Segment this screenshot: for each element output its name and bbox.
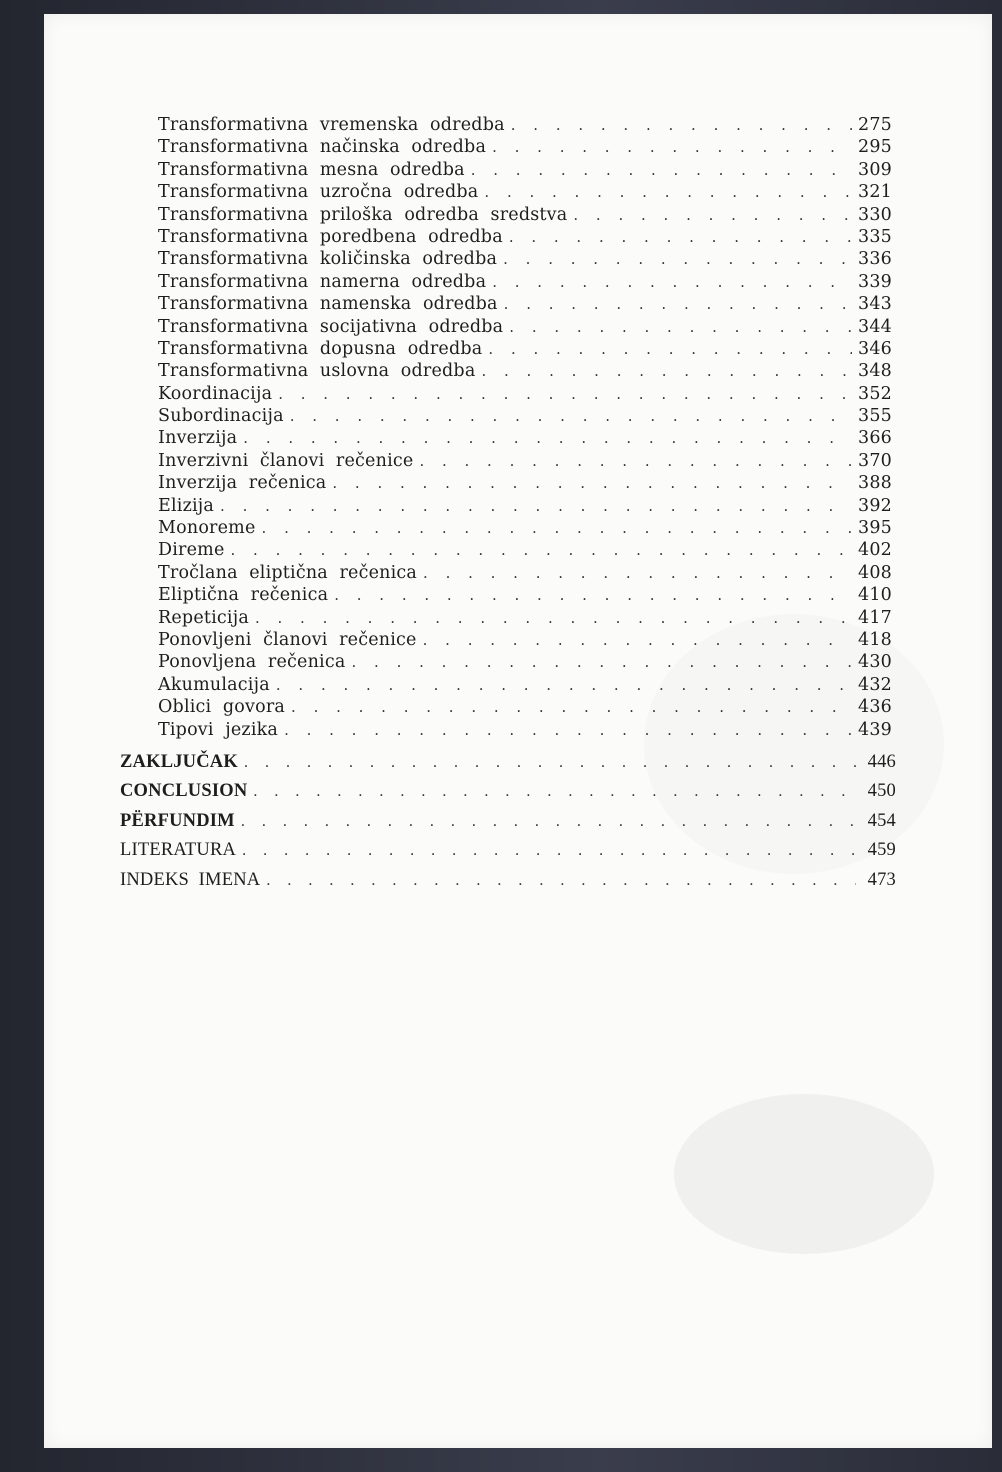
toc-main-entry-row (120, 811, 896, 840)
toc-entry-title: Transformativna vremenska odredba (158, 115, 505, 135)
toc-entry-row (158, 540, 892, 562)
toc-main-entry-row (120, 870, 896, 899)
toc-entry-title: Transformativna namenska odredba (158, 294, 498, 315)
toc-page-number: 402 (857, 540, 892, 561)
dot-leader (328, 586, 852, 604)
dot-leader (413, 452, 852, 470)
toc-entry-title: Transformativna poredbena odredba (158, 226, 503, 247)
dot-leader (260, 872, 856, 890)
toc-page-number: 346 (857, 338, 892, 359)
toc-entry-title: Transformativna načinska odredba (158, 137, 487, 158)
toc-page-number: 417 (857, 607, 892, 628)
toc-entry-title: Transformativna socijativna odredba (158, 316, 504, 337)
toc-entry-title: Subordinacija (158, 406, 284, 427)
toc-entry-title: Transformativna dopusna odredba (158, 338, 483, 359)
toc-entry-row (158, 339, 892, 361)
toc-entry-row (158, 675, 892, 697)
toc-page-number: 388 (857, 473, 892, 494)
toc-entry-row (158, 406, 892, 428)
dot-leader (272, 385, 852, 403)
toc-page-number: 410 (857, 585, 892, 606)
dot-leader (503, 318, 852, 336)
toc-entry-row (158, 249, 892, 271)
toc-entry-title: Ponovljena rečenica (158, 652, 346, 673)
toc-entry-title: Koordinacija (158, 383, 273, 404)
toc-page-number: 408 (857, 562, 892, 583)
dot-leader (505, 116, 852, 134)
toc-entry-title: ZAKLJUČAK (120, 752, 238, 772)
toc-entry-title: CONCLUSION (120, 781, 248, 802)
toc-entry-title: PËRFUNDIM (120, 810, 235, 831)
toc-page-number: 343 (857, 294, 892, 315)
toc-entry-title: Oblici govora (158, 697, 286, 718)
dot-leader (247, 783, 856, 801)
toc-entry-title: Transformativna namerna odredba (158, 271, 487, 292)
dot-leader (326, 474, 852, 492)
toc-page-number: 439 (857, 719, 892, 740)
toc-entry-title: Repeticija (158, 607, 249, 628)
toc-page-number: 459 (867, 840, 896, 861)
toc-entry-row (158, 697, 892, 719)
toc-entry-row (158, 115, 892, 137)
toc-page-number: 339 (857, 271, 892, 292)
toc-entry-title: Transformativna količinska odredba (158, 249, 498, 270)
toc-entry-title: LITERATURA (120, 840, 237, 861)
dot-leader (482, 340, 852, 358)
dot-leader (256, 519, 852, 537)
toc-entry-title: Tipovi jezika (158, 719, 279, 740)
paper-smudge (674, 1094, 934, 1254)
toc-entry-row (158, 473, 892, 495)
toc-entry-title: Inverzija rečenica (158, 473, 327, 494)
toc-page-number: 450 (867, 781, 896, 802)
toc-page-number: 473 (867, 869, 896, 890)
toc-entry-title: Akumulacija (158, 674, 270, 695)
toc-entry-row (158, 205, 892, 227)
toc-page-number: 330 (857, 204, 892, 225)
toc-entry-row (158, 361, 892, 383)
toc-subsection-list (158, 115, 892, 742)
toc-page-number: 352 (857, 383, 892, 404)
dot-leader (498, 295, 852, 313)
toc-page-number: 395 (857, 518, 892, 539)
toc-page-number: 344 (857, 316, 892, 337)
toc-entry-title: INDEKS IMENA (120, 869, 261, 890)
toc-entry-title: Monoreme (158, 518, 256, 539)
toc-entry-title: Tročlana eliptična rečenica (158, 562, 418, 583)
toc-entry-title: Elizija (158, 495, 215, 516)
toc-entry-row (158, 518, 892, 540)
dot-leader (503, 228, 852, 246)
dot-leader (486, 138, 852, 156)
toc-entry-row (158, 630, 892, 652)
toc-page-number: 321 (857, 182, 892, 203)
dot-leader (225, 541, 852, 559)
toc-entry-row (158, 720, 892, 742)
dot-leader (214, 497, 852, 515)
toc-entry-row (158, 451, 892, 473)
dot-leader (346, 653, 853, 671)
toc-entry-row (158, 272, 892, 294)
dot-leader (236, 842, 856, 860)
dot-leader (497, 250, 852, 268)
toc-entry-title: Inverzija (158, 428, 238, 449)
dot-leader (270, 676, 852, 694)
toc-page-number: 348 (857, 361, 892, 382)
toc-main-entry-row (120, 840, 896, 869)
toc-entry-row (158, 137, 892, 159)
toc-page-number: 430 (857, 652, 892, 673)
toc-entry-title: Direme (158, 540, 225, 561)
toc-entry-title: Ponovljeni članovi rečenice (158, 629, 417, 650)
toc-page-number: 335 (857, 226, 892, 247)
toc-page-number: 454 (867, 810, 896, 831)
toc-page-number: 336 (857, 249, 892, 270)
toc-entry-row (158, 384, 892, 406)
toc-entry-row (158, 317, 892, 339)
dot-leader (486, 273, 852, 291)
toc-entry-title: Inverzivni članovi rečenice (158, 450, 414, 471)
toc-entry-row (158, 182, 892, 204)
toc-entry-row (158, 428, 892, 450)
toc-main-list (120, 752, 896, 899)
toc-page-number: 446 (867, 752, 896, 772)
dot-leader (417, 631, 852, 649)
toc-entry-row (158, 585, 892, 607)
toc-main-entry-row (120, 752, 896, 781)
dot-leader (249, 609, 852, 627)
dot-leader (465, 161, 852, 179)
toc-entry-title: Transformativna priloška odredba sredstva (158, 204, 568, 225)
dot-leader (475, 362, 852, 380)
toc-entry-row (158, 294, 892, 316)
dot-leader (567, 206, 852, 224)
toc-page-number: 309 (857, 159, 892, 180)
toc-entry-title: Transformativna uslovna odredba (158, 361, 476, 382)
toc-page-number: 418 (857, 629, 892, 650)
toc-entry-row (158, 608, 892, 630)
dot-leader (235, 813, 856, 831)
toc-page-number: 370 (857, 450, 892, 471)
toc-entry-row (158, 652, 892, 674)
toc-main-entry-row (120, 781, 896, 810)
toc-page-number: 295 (857, 137, 892, 158)
toc-page-number: 275 (857, 115, 892, 135)
toc-page-number: 436 (857, 697, 892, 718)
toc-page-number: 392 (857, 495, 892, 516)
dot-leader (237, 429, 852, 447)
dot-leader (238, 754, 856, 772)
dot-leader (285, 698, 852, 716)
toc-page-number: 432 (857, 674, 892, 695)
dot-leader (478, 183, 852, 201)
toc-page-number: 366 (857, 428, 892, 449)
dot-leader (417, 564, 852, 582)
dot-leader (284, 407, 852, 425)
toc-entry-title: Transformativna mesna odredba (158, 159, 465, 180)
toc-entry-row (158, 227, 892, 249)
toc-entry-title: Eliptična rečenica (158, 585, 329, 606)
toc-entry-title: Transformativna uzročna odredba (158, 182, 479, 203)
toc-page-number: 355 (857, 406, 892, 427)
dot-leader (278, 721, 852, 739)
toc-entry-row (158, 496, 892, 518)
toc-entry-row (158, 160, 892, 182)
toc-entry-row (158, 563, 892, 585)
